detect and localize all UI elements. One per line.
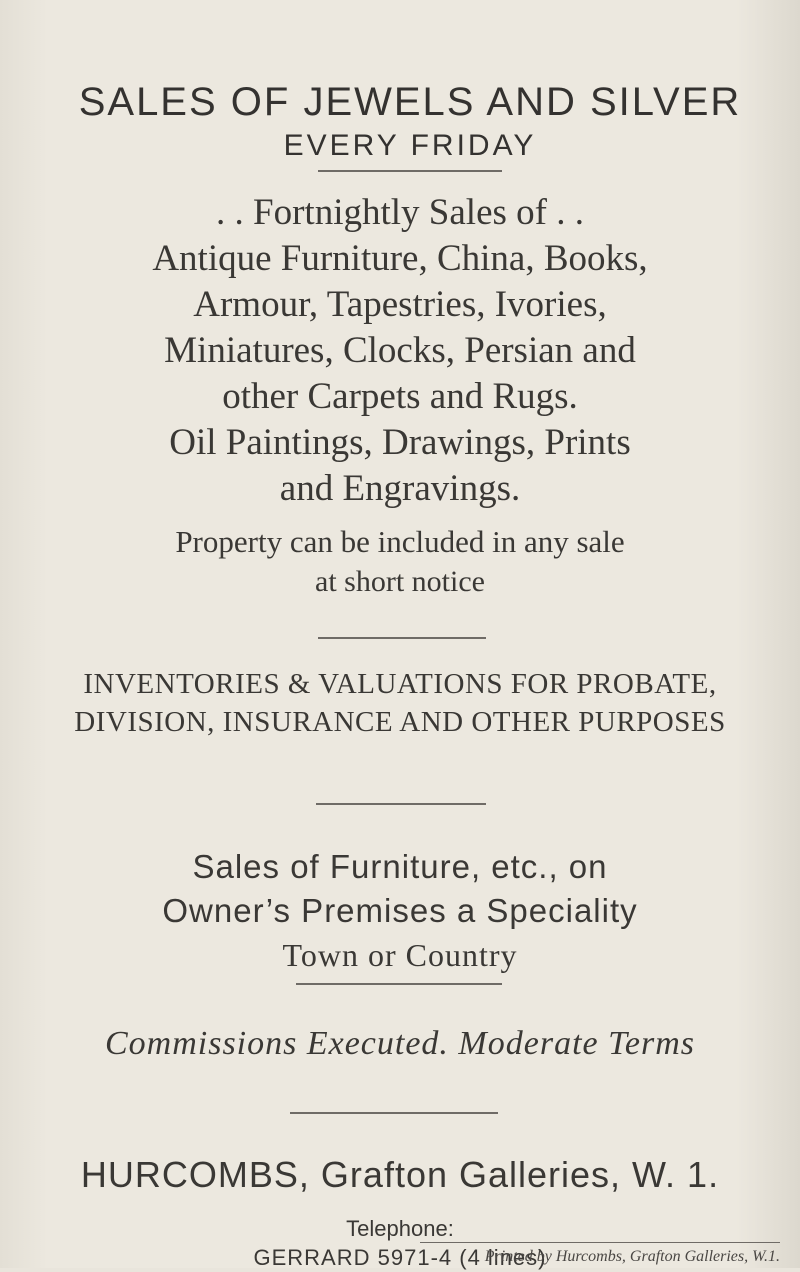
heading-line-1: SALES OF JEWELS AND SILVER: [78, 80, 742, 124]
printer-imprint: [300, 1248, 780, 1266]
telephone-number: GERRARD 5971-4 (4 lines): [253, 1245, 547, 1270]
inventories-section: [10, 665, 790, 741]
divider-6: [420, 1242, 780, 1243]
fortnightly-line-7: and Engravings.: [279, 468, 521, 509]
divider-5: [290, 1112, 498, 1114]
fortnightly-line-5: other Carpets and Rugs.: [222, 376, 578, 417]
inventories-line-1: INVENTORIES & VALUATIONS FOR PROBATE,: [83, 668, 717, 700]
fortnightly-line-1: . . Fortnightly Sales of . .: [216, 192, 584, 233]
page-heading: [30, 78, 790, 166]
firm-name: HURCOMBS, Grafton Galleries, W. 1.: [80, 1154, 720, 1195]
printer-line: Printed by Hurcombs, Grafton Galleries, W.1.: [484, 1248, 780, 1265]
furniture-line-3: Town or Country: [282, 937, 518, 973]
heading-line-2: EVERY FRIDAY: [283, 129, 537, 162]
fortnightly-sales-section: [20, 190, 780, 602]
divider-1: [318, 170, 502, 172]
divider-4: [296, 983, 502, 985]
furniture-sales-section: [20, 845, 780, 977]
commissions-line: Commissions Executed. Moderate Terms: [104, 1025, 696, 1062]
furniture-line-1: Sales of Furniture, etc., on: [192, 848, 608, 885]
divider-2: [318, 637, 486, 639]
divider-3: [316, 803, 486, 805]
fortnightly-line-3: Armour, Tapestries, Ivories,: [193, 284, 607, 325]
fortnightly-line-2: Antique Furniture, China, Books,: [152, 238, 648, 279]
telephone-label: Telephone:: [346, 1216, 454, 1241]
notice-line: at short notice: [315, 565, 485, 598]
inventories-line-2: DIVISION, INSURANCE AND OTHER PURPOSES: [74, 706, 726, 738]
furniture-line-2: Owner’s Premises a Speciality: [162, 892, 638, 929]
commissions-section: [20, 1022, 780, 1066]
fortnightly-line-4: Miniatures, Clocks, Persian and: [164, 330, 636, 371]
fortnightly-line-6: Oil Paintings, Drawings, Prints: [169, 422, 631, 463]
property-line: Property can be included in any sale: [175, 524, 625, 559]
